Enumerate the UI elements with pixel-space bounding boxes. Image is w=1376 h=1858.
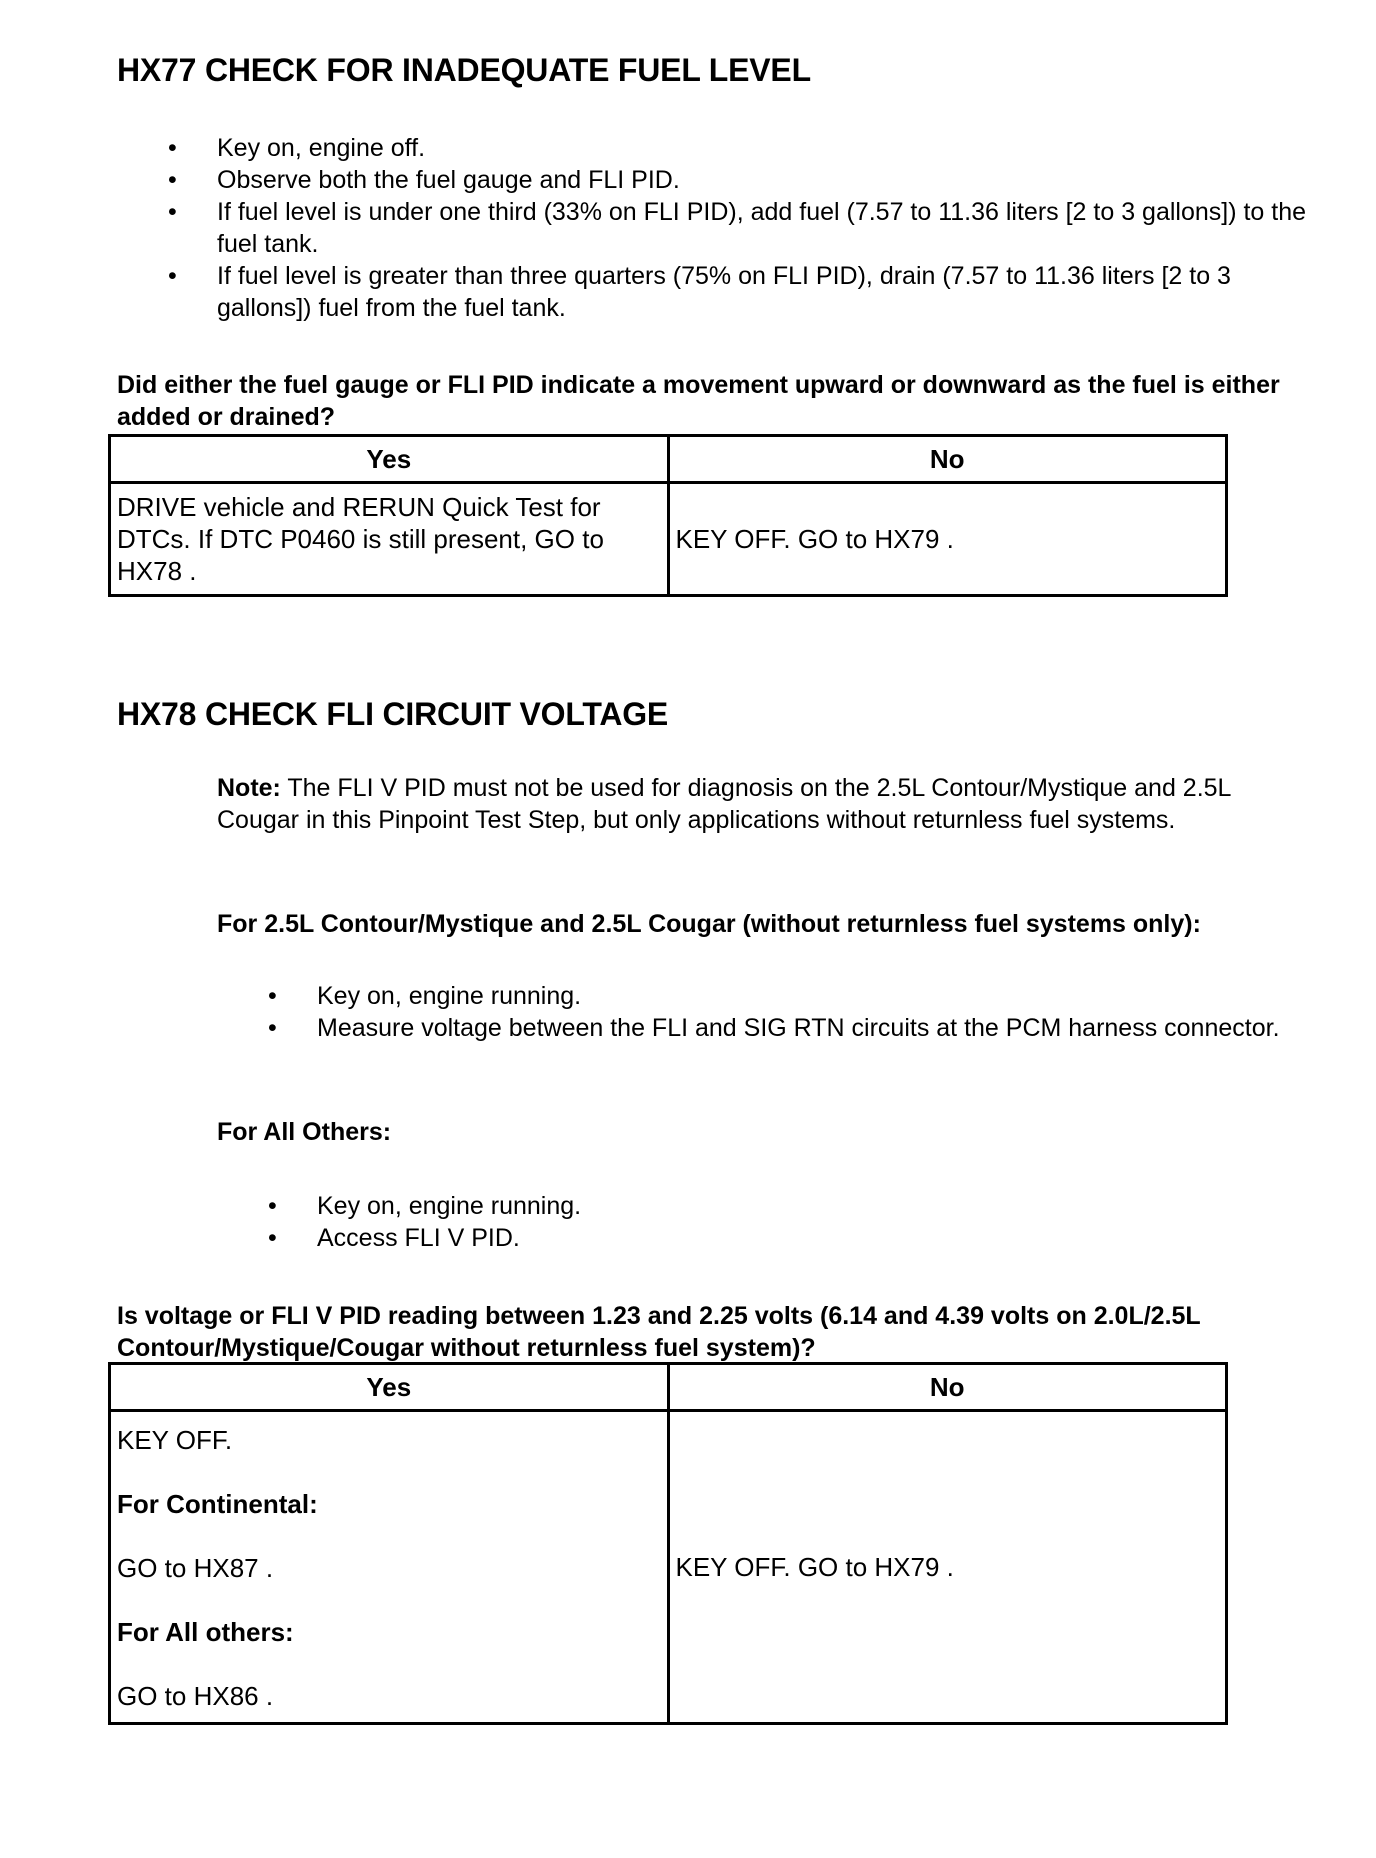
list-item: • Access FLI V PID. <box>268 1222 1308 1254</box>
question-hx78: Is voltage or FLI V PID reading between 1.23 and 2.25 volts (6.14 and 4.39 volts on 2.0L/2.5L Contour/Mystique/Cougar without returnless fuel system)? <box>117 1302 1201 1362</box>
no-cell: KEY OFF. GO to HX79 . <box>668 483 1227 596</box>
no-column-header: No <box>668 1364 1227 1411</box>
note-text: The FLI V PID must not be used for diagnosis on the 2.5L Contour/Mystique and 2.5L Cougar in this Pinpoint Test Step, but only applications without returnless fuel systems. <box>217 774 1231 834</box>
subheading-contour-mystique: For 2.5L Contour/Mystique and 2.5L Cougar (without returnless fuel systems only): <box>217 910 1201 938</box>
list-item: • Key on, engine running. <box>268 980 1308 1012</box>
list-item: • If fuel level is greater than three quarters (75% on FLI PID), drain (7.57 to 11.36 liters [2 to 3 gallons]) fuel from the fuel tank. <box>168 260 1308 324</box>
no-cell: KEY OFF. GO to HX79 . <box>668 1411 1227 1724</box>
yes-column-header: Yes <box>110 436 669 483</box>
table-row <box>110 1411 1227 1724</box>
yes-line: GO to HX86 . <box>117 1681 274 1711</box>
yes-line: GO to HX87 . <box>117 1553 274 1583</box>
yes-cell <box>110 1411 669 1724</box>
question-hx77: Did either the fuel gauge or FLI PID indicate a movement upward or downward as the fuel is either added or drained? <box>117 371 1280 431</box>
step-list-contour <box>268 980 1308 1044</box>
step-list-hx77 <box>168 132 1308 324</box>
note-paragraph <box>217 772 1317 836</box>
yes-cell: DRIVE vehicle and RERUN Quick Test for DTCs. If DTC P0460 is still present, GO to HX78 . <box>110 483 669 596</box>
yes-line-bold: For Continental: <box>117 1489 318 1519</box>
note-label: Note: <box>217 774 281 802</box>
yes-line-bold: For All others: <box>117 1617 294 1647</box>
step-list-others <box>268 1190 1308 1254</box>
list-item: • Observe both the fuel gauge and FLI PID. <box>168 164 1308 196</box>
subheading-all-others: For All Others: <box>217 1118 392 1146</box>
decision-table-hx78 <box>108 1362 1228 1725</box>
section-heading-hx77: HX77 CHECK FOR INADEQUATE FUEL LEVEL <box>117 52 811 88</box>
list-item: • If fuel level is under one third (33% on FLI PID), add fuel (7.57 to 11.36 liters [2 to 3 gallons]) to the fuel tank. <box>168 196 1308 260</box>
table-row <box>110 483 1227 596</box>
list-item: • Key on, engine running. <box>268 1190 1308 1222</box>
list-item: • Measure voltage between the FLI and SIG RTN circuits at the PCM harness connector. <box>268 1012 1308 1044</box>
yes-line: KEY OFF. <box>117 1425 233 1455</box>
decision-table-hx77 <box>108 434 1228 597</box>
yes-column-header: Yes <box>110 1364 669 1411</box>
no-column-header: No <box>668 436 1227 483</box>
section-heading-hx78: HX78 CHECK FLI CIRCUIT VOLTAGE <box>117 696 669 732</box>
list-item: • Key on, engine off. <box>168 132 1308 164</box>
